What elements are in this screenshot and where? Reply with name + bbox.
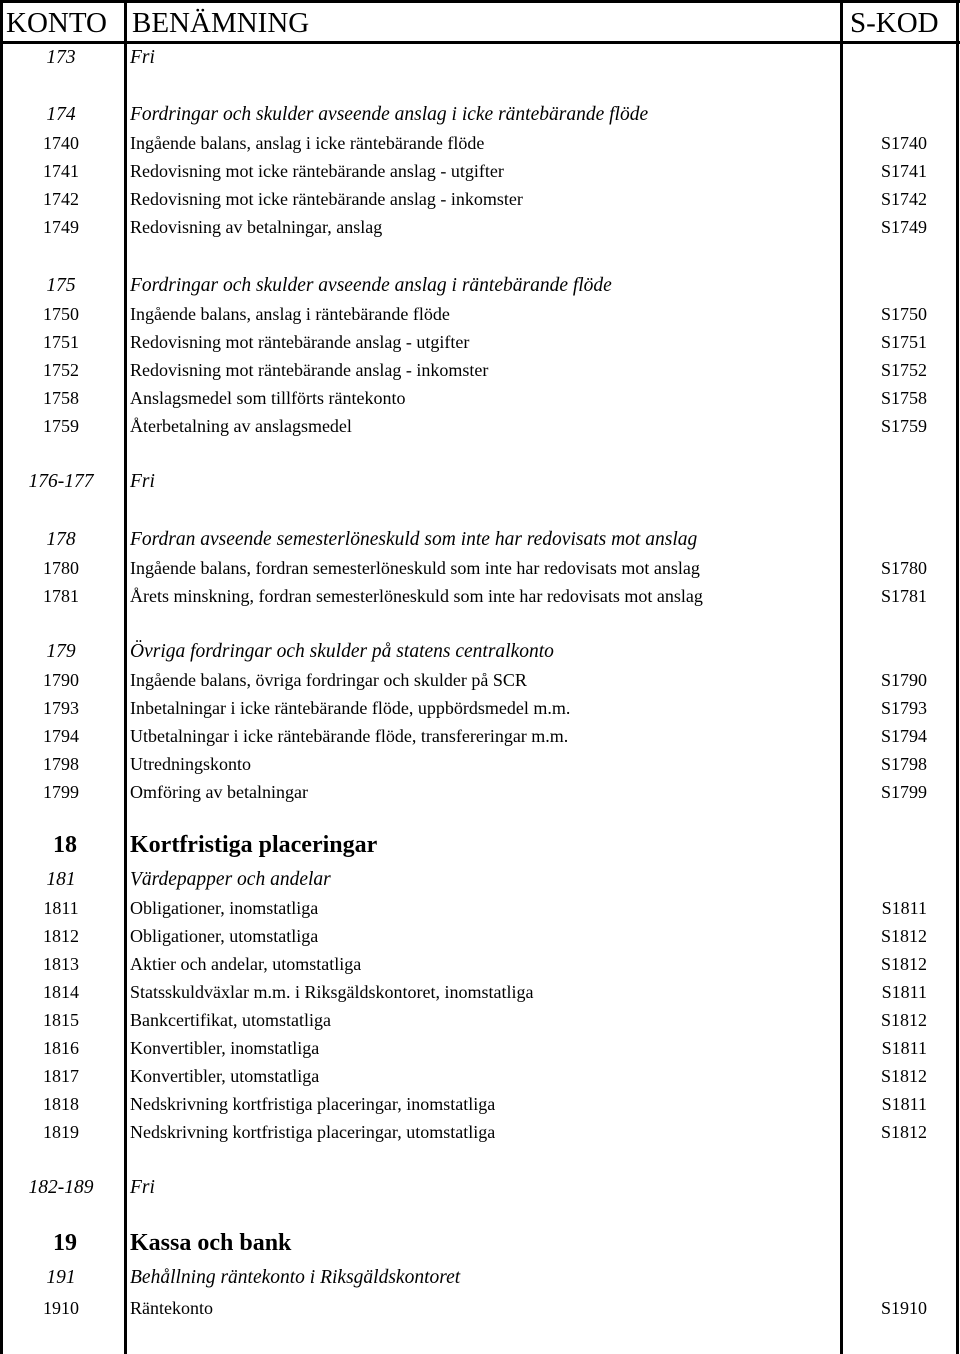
account-number: 174 bbox=[46, 104, 76, 125]
table-row bbox=[0, 358, 960, 386]
account-number: 1759 bbox=[43, 416, 79, 436]
account-number: 1910 bbox=[43, 1298, 79, 1318]
account-name: Värdepapper och andelar bbox=[130, 869, 331, 890]
s-code: S1799 bbox=[880, 782, 927, 802]
account-number: 1818 bbox=[43, 1094, 79, 1114]
account-name: Fordran avseende semesterlöneskuld som inte har redovisats mot anslag bbox=[130, 529, 698, 550]
account-name: Obligationer, utomstatliga bbox=[130, 926, 319, 946]
s-code: S1811 bbox=[881, 1094, 927, 1114]
account-name: Ingående balans, övriga fordringar och skulder på SCR bbox=[130, 670, 527, 690]
account-number: 176-177 bbox=[28, 471, 94, 492]
table-row bbox=[0, 724, 960, 752]
account-name: Kassa och bank bbox=[130, 1230, 292, 1256]
table-row bbox=[0, 1176, 960, 1204]
account-name: Kortfristiga placeringar bbox=[130, 832, 378, 858]
account-name: Redovisning mot icke räntebärande anslag - utgifter bbox=[130, 161, 504, 181]
s-code: S1793 bbox=[880, 698, 927, 718]
account-number: 1749 bbox=[43, 217, 79, 237]
s-code: S1812 bbox=[880, 926, 927, 946]
account-name: Fri bbox=[130, 471, 155, 492]
s-code: S1749 bbox=[880, 217, 927, 237]
account-name: Statsskuldväxlar m.m. i Riksgäldskontoret, inomstatliga bbox=[130, 982, 534, 1002]
account-number: 19 bbox=[53, 1230, 77, 1256]
account-number: 1793 bbox=[43, 698, 79, 718]
s-code: S1811 bbox=[881, 982, 927, 1002]
account-name: Behållning räntekonto i Riksgäldskontoret bbox=[130, 1267, 461, 1288]
table-row bbox=[0, 696, 960, 724]
table-row bbox=[0, 868, 960, 896]
table-row bbox=[0, 330, 960, 358]
account-number: 1798 bbox=[43, 754, 79, 774]
table-row bbox=[0, 1232, 960, 1260]
table-row bbox=[0, 640, 960, 668]
account-name: Inbetalningar i icke räntebärande flöde, uppbördsmedel m.m. bbox=[130, 698, 571, 718]
table-row bbox=[0, 386, 960, 414]
table-row bbox=[0, 952, 960, 980]
table-row bbox=[0, 274, 960, 302]
account-name: Ingående balans, anslag i icke räntebärande flöde bbox=[130, 133, 485, 153]
account-name: Redovisning av betalningar, anslag bbox=[130, 217, 383, 237]
s-code: S1759 bbox=[880, 416, 927, 436]
table-row bbox=[0, 1064, 960, 1092]
account-name: Räntekonto bbox=[130, 1298, 213, 1318]
s-code: S1811 bbox=[881, 898, 927, 918]
table-row bbox=[0, 752, 960, 780]
table-row bbox=[0, 528, 960, 556]
account-number: 1752 bbox=[43, 360, 79, 380]
table-row bbox=[0, 668, 960, 696]
account-number: 182-189 bbox=[28, 1177, 94, 1198]
table-row bbox=[0, 1036, 960, 1064]
account-number: 1813 bbox=[43, 954, 79, 974]
table-row bbox=[0, 414, 960, 442]
account-name: Obligationer, inomstatliga bbox=[130, 898, 319, 918]
table-row bbox=[0, 1266, 960, 1294]
account-number: 1817 bbox=[43, 1066, 79, 1086]
account-number: 179 bbox=[46, 641, 76, 662]
account-name: Återbetalning av anslagsmedel bbox=[130, 416, 352, 436]
table-row bbox=[0, 470, 960, 498]
account-name: Övriga fordringar och skulder på statens centralkonto bbox=[130, 641, 554, 662]
account-number: 1816 bbox=[43, 1038, 79, 1058]
s-code: S1752 bbox=[880, 360, 927, 380]
table-row bbox=[0, 131, 960, 159]
account-number: 173 bbox=[46, 47, 76, 68]
account-number: 1750 bbox=[43, 304, 79, 324]
header-skod: S-KOD bbox=[850, 7, 939, 39]
table-row bbox=[0, 1092, 960, 1120]
table-row bbox=[0, 896, 960, 924]
account-name: Årets minskning, fordran semesterlöneskuld som inte har redovisats mot anslag bbox=[130, 586, 703, 606]
s-code: S1790 bbox=[880, 670, 927, 690]
header-konto: KONTO bbox=[6, 7, 107, 39]
account-name: Utredningskonto bbox=[130, 754, 251, 774]
s-code: S1811 bbox=[881, 1038, 927, 1058]
account-name: Konvertibler, utomstatliga bbox=[130, 1066, 320, 1086]
account-name: Nedskrivning kortfristiga placeringar, inomstatliga bbox=[130, 1094, 496, 1114]
account-number: 1741 bbox=[43, 161, 79, 181]
account-name: Konvertibler, inomstatliga bbox=[130, 1038, 320, 1058]
account-number: 1794 bbox=[43, 726, 79, 746]
account-number: 1815 bbox=[43, 1010, 79, 1030]
s-code: S1740 bbox=[880, 133, 927, 153]
table-row bbox=[0, 159, 960, 187]
account-name: Anslagsmedel som tillförts räntekonto bbox=[130, 388, 406, 408]
account-number: 1740 bbox=[43, 133, 79, 153]
s-code: S1742 bbox=[880, 189, 927, 209]
account-name: Fordringar och skulder avseende anslag i icke räntebärande flöde bbox=[130, 104, 649, 125]
s-code: S1812 bbox=[880, 1122, 927, 1142]
account-name: Bankcertifikat, utomstatliga bbox=[130, 1010, 331, 1030]
table-row bbox=[0, 924, 960, 952]
account-name: Fordringar och skulder avseende anslag i räntebärande flöde bbox=[130, 275, 612, 296]
s-code: S1794 bbox=[880, 726, 927, 746]
header-benamning: BENÄMNING bbox=[132, 7, 310, 39]
account-name: Redovisning mot räntebärande anslag - utgifter bbox=[130, 332, 470, 352]
table-row bbox=[0, 834, 960, 862]
account-name: Utbetalningar i icke räntebärande flöde, transfereringar m.m. bbox=[130, 726, 569, 746]
account-name: Fri bbox=[130, 47, 155, 68]
account-name: Fri bbox=[130, 1177, 155, 1198]
s-code: S1798 bbox=[880, 754, 927, 774]
account-number: 1811 bbox=[43, 898, 79, 918]
account-number: 1819 bbox=[43, 1122, 79, 1142]
s-code: S1751 bbox=[880, 332, 927, 352]
table-row bbox=[0, 556, 960, 584]
table-row bbox=[0, 980, 960, 1008]
account-number: 1780 bbox=[43, 558, 79, 578]
account-number: 18 bbox=[53, 832, 77, 858]
account-name: Ingående balans, fordran semesterlöneskuld som inte har redovisats mot anslag bbox=[130, 558, 700, 578]
account-name: Redovisning mot icke räntebärande anslag - inkomster bbox=[130, 189, 523, 209]
s-code: S1781 bbox=[880, 586, 927, 606]
s-code: S1812 bbox=[880, 1010, 927, 1030]
account-number: 1758 bbox=[43, 388, 79, 408]
table-row bbox=[0, 1120, 960, 1148]
account-name: Ingående balans, anslag i räntebärande flöde bbox=[130, 304, 450, 324]
table-row bbox=[0, 302, 960, 330]
header-bottom-rule bbox=[0, 41, 960, 44]
account-number: 181 bbox=[46, 869, 76, 890]
account-number: 1812 bbox=[43, 926, 79, 946]
s-code: S1910 bbox=[880, 1298, 927, 1318]
account-number: 1790 bbox=[43, 670, 79, 690]
s-code: S1780 bbox=[880, 558, 927, 578]
account-number: 1751 bbox=[43, 332, 79, 352]
account-number: 175 bbox=[46, 275, 76, 296]
account-name: Nedskrivning kortfristiga placeringar, utomstatliga bbox=[130, 1122, 496, 1142]
s-code: S1812 bbox=[880, 954, 927, 974]
s-code: S1750 bbox=[880, 304, 927, 324]
account-number: 1814 bbox=[43, 982, 79, 1002]
account-number: 178 bbox=[46, 529, 76, 550]
account-number: 191 bbox=[46, 1267, 76, 1288]
account-name: Omföring av betalningar bbox=[130, 782, 308, 802]
s-code: S1758 bbox=[880, 388, 927, 408]
table-row bbox=[0, 780, 960, 808]
account-number: 1781 bbox=[43, 586, 79, 606]
table-row bbox=[0, 46, 960, 74]
table-row bbox=[0, 187, 960, 215]
account-name: Redovisning mot räntebärande anslag - inkomster bbox=[130, 360, 489, 380]
table-row bbox=[0, 215, 960, 243]
account-number: 1799 bbox=[43, 782, 79, 802]
s-code: S1741 bbox=[880, 161, 927, 181]
table-row bbox=[0, 584, 960, 612]
account-name: Aktier och andelar, utomstatliga bbox=[130, 954, 362, 974]
s-code: S1812 bbox=[880, 1066, 927, 1086]
table-row bbox=[0, 1008, 960, 1036]
account-number: 1742 bbox=[43, 189, 79, 209]
table-row bbox=[0, 103, 960, 131]
table-row bbox=[0, 1296, 960, 1324]
